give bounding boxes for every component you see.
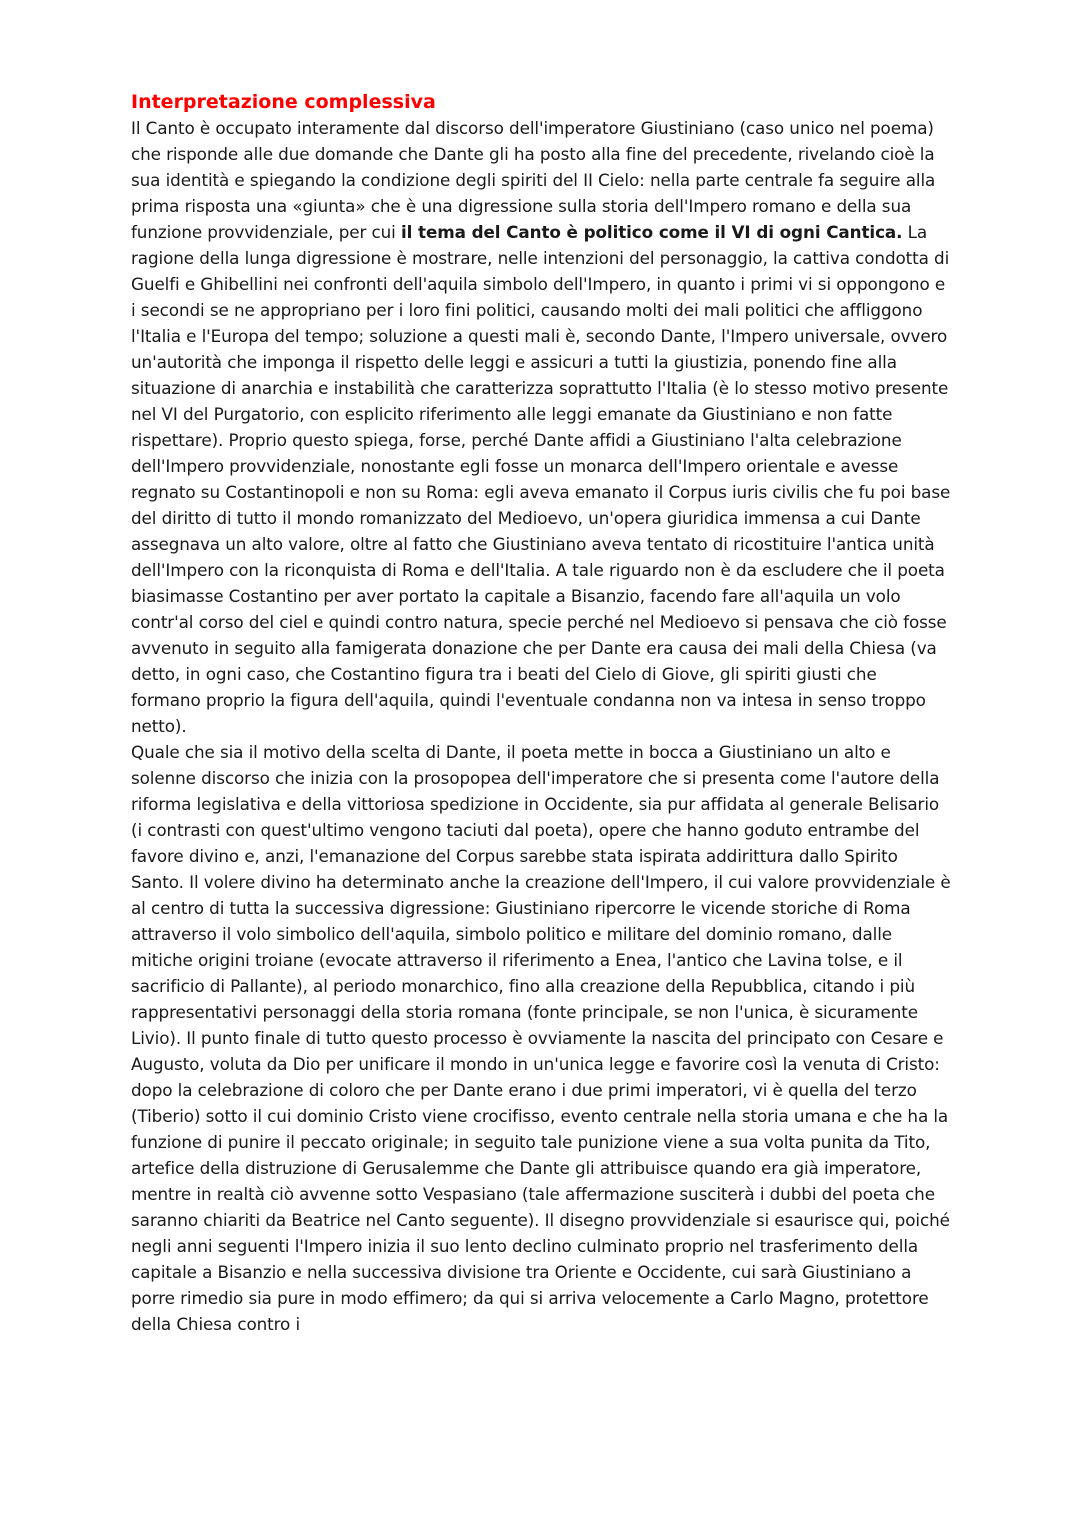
paragraph-2: Quale che sia il motivo della scelta di Dante, il poeta mette in bocca a Giustiniano un alto e solenne discorso che inizia con la prosopopea dell'imperatore che si presenta come l'autore della riforma legislativa e della vittoriosa spedizione in Occidente, sia pur affidata al generale Belisario (i contrasti con quest'ultimo vengono taciuti dal poeta), opere che hanno goduto entrambe del favore divino e, anzi, l'emanazione del Corpus sarebbe stata ispirata addirittura dallo Spirito Santo. Il volere divino ha determinato anche la creazione dell'Impero, il cui valore provvidenziale è al centro di tutta la successiva digressione: Giustiniano ripercorre le vicende storiche di Roma attraverso il volo simbolico dell'aquila, simbolo politico e militare del dominio romano, dalle mitiche origini troiane (evocate attraverso il riferimento a Enea, l'antico che Lavina tolse, e il sacrificio di Pallante), al periodo monarchico, fino alla creazione della Repubblica, citando i più rappresentativi personaggi della storia romana (fonte principale, se non l'unica, è sicuramente Livio). Il punto finale di tutto questo processo è ovviamente la nascita del principato con Cesare e Augusto, voluta da Dio per unificare il mondo in un'unica legge e favorire così la venuta di Cristo: dopo la celebrazione di coloro che per Dante erano i due primi imperatori, vi è quella del terzo (Tiberio) sotto il cui dominio Cristo viene crocifisso, evento centrale nella storia umana e che ha la funzione di punire il peccato originale; in seguito tale punizione viene a sua volta punita da Tito, artefice della distruzione di Gerusalemme che Dante gli attribuisce quando era già imperatore, mentre in realtà ciò avvenne sotto Vespasiano (tale affermazione susciterà i dubbi del poeta che saranno chiariti da Beatrice nel Canto seguente). Il disegno provvidenziale si esaurisce qui, poiché negli anni seguenti l'Impero inizia il suo lento declino culminato proprio nel trasferimento della capitale a Bisanzio e nella successiva divisione tra Oriente e Occidente, cui sarà Giustiniano a porre rimedio sia pure in modo effimero; da qui si arriva velocemente a Carlo Magno, protettore della Chiesa contro i [131,742,951,1334]
section-heading: Interpretazione complessiva [131,91,436,113]
paragraph-1 [131,115,951,739]
paragraph-1-text-a: Il Canto è occupato interamente dal discorso dell'imperatore Giustiniano (caso unico nel poema) che risponde alle due domande che Dante gli ha posto alla fine del precedente, rivelando cioè la sua identità e spiegando la condizione degli spiriti del II Cielo: nella parte centrale fa seguire alla prima risposta una «giunta» che è una digressione sulla storia dell'Impero romano e della sua funzione provvidenziale, per cui [131,118,936,242]
paragraph-1-text-b: La ragione della lunga digressione è mostrare, nelle intenzioni del personaggio, la cattiva condotta di Guelfi e Ghibellini nei confronti dell'aquila simbolo dell'Impero, in quanto i primi vi si oppongono e i secondi se ne appropriano per i loro fini politici, causando molti dei mali politici che affliggono l'Italia e l'Europa del tempo; soluzione a questi mali è, secondo Dante, l'Impero universale, ovvero un'autorità che imponga il rispetto delle leggi e assicuri a tutti la giustizia, ponendo fine alla situazione di anarchia e instabilità che caratterizza soprattutto l'Italia (è lo stesso motivo presente nel VI del Purgatorio, con esplicito riferimento alle leggi emanate da Giustiniano e non fatte rispettare). Proprio questo spiega, forse, perché Dante affidi a Giustiniano l'alta celebrazione dell'Impero provvidenziale, nonostante egli fosse un monarca dell'Impero orientale e avesse regnato su Costantinopoli e non su Roma: egli aveva emanato il Corpus iuris civilis che fu poi base del diritto di tutto il mondo romanizzato del Medioevo, un'opera giuridica immensa a cui Dante assegnava un alto valore, oltre al fatto che Giustiniano aveva tentato di ricostituire l'antica unità dell'Impero con la riconquista di Roma e dell'Italia. A tale riguardo non è da escludere che il poeta biasimasse Costantino per aver portato la capitale a Bisanzio, facendo fare all'aquila un volo contr'al corso del ciel e quindi contro natura, specie perché nel Medioevo si pensava che ciò fosse avvenuto in seguito alla famigerata donazione che per Dante era causa dei mali della Chiesa (va detto, in ogni caso, che Costantino figura tra i beati del Cielo di Giove, gli spiriti giusti che formano proprio la figura dell'aquila, quindi l'eventuale condanna non va intesa in senso troppo netto). [131,222,951,736]
paragraph-1-bold-text: il tema del Canto è politico come il VI di ogni Cantica. [400,222,903,242]
document-page [131,90,951,1337]
